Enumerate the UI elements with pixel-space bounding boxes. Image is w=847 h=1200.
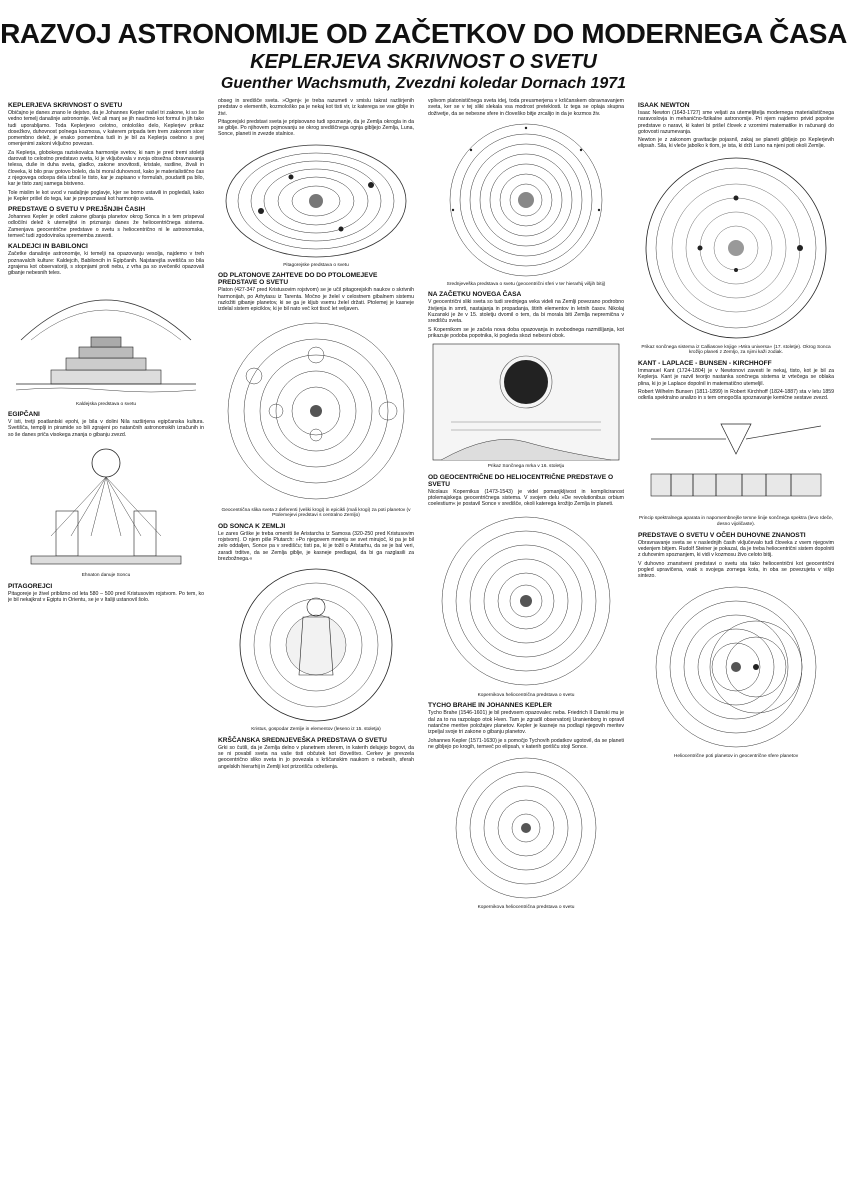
paragraph: Le zares Grške je treba omeniti še Aristarcha iz Samosa (320-250 pred Kristusovim rojstvom). O njem piše Plutarch: »Po njegovem mnenju se svet mirujoč, ki pa je bil zelo oddaljen, Sonce pa v središču; tisti pa, ki je tožil o Aristarhu, da se je bal veri, zaradi trditve, da se Zemlja giblje, je kasneje predlagal, da bi ga razglasili za brezbožnega.« — [218, 530, 414, 562]
figure-caption: Pitagorejske predstava o svetu — [283, 262, 349, 268]
paragraph: Immanuel Kant (1724-1804) je v Newtonovi zavesti le nekaj, tisto, kot je bil za Keplerja. Kant je razvil teorijo nastanka sončnega sistema iz vrtečega se oblaka plina, ki jo je Laplace dopolnil in matematično utemeljil. — [638, 367, 834, 387]
section-heading: PREDSTAVE O SVETU V OČEH DUHOVNE ZNANOSTI — [638, 531, 806, 539]
section-heading: KEPLERJEVA SKRIVNOST O SVETU — [8, 102, 123, 109]
figure-caption: Prikaz Sončnega mrka v 16. stoletju — [487, 464, 565, 470]
paragraph: Pitagorejski predstavi sveta je pripisovano tudi spoznanje, da je Zemlja okrogla in da se giblje. Po njihovem pojmovanju se okrog središčnega ognja gibljejo Zemlja, Luna, Sonce, planeti in zvezde stalnice. — [218, 118, 414, 138]
column-3 — [428, 98, 624, 1194]
section-heading: NA ZAČETKU NOVEGA ČASA — [428, 291, 522, 299]
akhenaten-sun-illustration — [11, 441, 201, 571]
paragraph: Tole mislim le kot uvod v nadaljnje poglavje, kjer se bomo ustavili in pogledali, kako je Kepler prišel do tega, kar je prepoznaval kot harmonijo sveta. — [8, 189, 204, 202]
christ-elements-illustration — [231, 565, 401, 725]
figure-caption: Ehnaton danuje Soncu — [81, 573, 131, 579]
geocentric-epicycle-diagram — [221, 316, 411, 506]
page-title: RAZVOJ ASTRONOMIJE OD ZAČETKOV DO MODERNEGA ČASA — [0, 18, 847, 49]
paragraph: Obravnavanje sveta se v naslednjih časih vključevalo tudi človeka z vsem njegovim vedenjem bitjem. Rudolf Steiner je pokazal, da je treba heliocentrični sistem dopolniti z duhovnim spoznanjem, ki vidi v kozmosu živo celoto bitij. — [638, 539, 834, 559]
spectroscope-diagram — [641, 404, 831, 514]
section-heading: EGIPČANI — [8, 411, 40, 419]
paragraph: V isti, tretji poatlantski epohi, je bila v dolini Nila razširjena egipčanska kultura. Svetišča, templji in piramide so bili zgrajeni po natančnih astronomskih izračunih in so še danes priča visokega znanja o gibanju zvezd. — [8, 419, 204, 438]
figure-caption: Geocentrična slika sveta z deferenti (veliki krogi) in epicikli (mali krogi) za poti planetov (v Ptolemejevi predstavi s centralno Zemljo) — [221, 507, 411, 519]
figure-caption: Princip spektralnega aparata in napomembnejše temne linije sončnega spektra (levo rdeče, desno vijoličaste). — [638, 516, 834, 528]
figure-caption: Kristus, gospodar Zemlje in elementov (leseno iz 15. stoletja) — [251, 727, 381, 733]
heliocentric-geocentric-diagram — [641, 582, 831, 752]
paragraph: Običajno je danes znano le dejstvo, da je Johannes Kepler našel tri zakone, ki so še vedno temelj današnje astronomije. Več ali manj se jih naučimo kot formul in jih tako tudi uporabljamo. Toda Keplerjevo celotno, ontološko delo, Keplerjev prikaz dosežkov, duhovnost polnega kozmosa, v katerem pripada tem trem zakonom sicer pomembno delež, je enako pomembna tudi in je bil za Keplerja osebno s prej omenjenimi zakoni vključno povezan. — [8, 110, 204, 148]
section-heading: ISAAK NEWTON — [638, 102, 690, 109]
page-header — [0, 0, 847, 93]
column-4 — [638, 98, 834, 1194]
paragraph: Newton je z zakonom gravitacije pojasnil, zakaj se planeti gibljejo po Keplerjevih elipsah. Sila, ki vleče jabolko k tlom, je ista, ki drži Luno na njeni poti okoli Zemlje. — [638, 137, 834, 150]
paragraph: Za Keplerja, globokega raziskovalca harmonije svetov, ki nam je pred tremi stoletji darovati to celostno predstavo sveta, ki je vključevala v svoja obsežna obravnavanja telesa, duše in duha sveta, gladko, zakone snovitosti, kristale, rastline, živali in človeka, ki bilo prav gotovo bolelo, da bi moral duhovnost, kako je materialistično čas z njegovega odcepa dela izbral le tisto, kar je zapisano v formulah, poudariti pa bilo, kar je tisto zanj samega bistveno. — [8, 149, 204, 188]
paragraph: Grki so čutili, da je Zemlja delno v planetnem sferem, in katerih delujejo bogovi, da se ni povabil sveta na vaše tisti občutek kot človeštvo. Cerkev je prevzela geocentrično sliko sveta in jo povezala s krščanskim naukom o nebesih, sferah angelskih hierarhij in Zemlji kot prizorišču odrešenja. — [218, 744, 414, 770]
section-heading: PITAGOREJCI — [8, 582, 53, 590]
paragraph: Začetke današnje astronomije, ki temelji na opazovanju vesolja, najdemo v treh poznavalcih kulture: Kaldejcih, Babiloncih in Egipčanih. Najstarejša svetišča so bila zgrajena kot observatoriji, s stopnjami proti nebu, z vrha pa so svečeniki opazovali gibanje nebesnih teles. — [8, 251, 204, 277]
paragraph: Robert Wilhelm Bunsen (1811-1899) in Robert Kirchhoff (1824-1887) sta v letu 1859 odkrila spektralno analizo in s tem omogočila spoznavanje kemične sestave zvezd. — [638, 388, 834, 402]
column-2 — [218, 98, 414, 1194]
paragraph: Platon (427-347 pred Kristusovim rojstvom) se je učil pitagorejskih naukov o skrivnih harmonijah, po Arhytasu iz Tarenta. Močno je želel v celostnem gibalnem sistemu razložiti gibanje planetov, ki se ga je kljub vsemu želel držati. Ptolemej je kasneje izdelal sistem epiciklov, ki je bil nato več kot tisoč let veljaven. — [218, 287, 414, 313]
paragraph: Nicolaus Kopernikus (1473-1543) je videl pomanjkljivost in kompliciranost ptolemajskega geocentričnega sistema. V svojem delu »De revolutionibus orbium coelestium« je postavil Sonce v središče, okoli katerega krožijo Zemlja in planeti. — [428, 488, 624, 508]
paragraph: vplivom platonističnega sveta idej, toda preusmerjena v krščanskem obravnavanjem sveta, ker se v tej sliki slekala vsa modrost preteklosti. Iz tega se oplaja skupna doživetje, da se nebesne sfere in človeško bitje zrcalijo in da je kozmos živ. — [428, 98, 624, 117]
paragraph: Johannes Kepler je odkril zakone gibanja planetov okrog Sonca in s tem prispeval odločilni delež k utemeljitvi in priznanju danes že heliocentričnega sistema. Zamenjava geocentrične predstave o svetu s heliocentrično ni le astronomska, temveč tudi zgodovinska sprememba zavesti. — [8, 214, 204, 240]
pythagorean-cosmos-diagram — [221, 141, 411, 261]
page-subtitle: KEPLERJEVA SKRIVNOST O SVETU — [250, 51, 597, 73]
author-line: Guenther Wachsmuth, Zvezdni koledar Dornach 1971 — [220, 75, 627, 92]
chaldean-ziggurat-illustration — [11, 280, 201, 400]
figure-caption: Kaldejska predstava o svetu — [76, 401, 136, 407]
figure-caption: Prikaz sončnega sistema iz Calliasove knjige »Mira universa« (17. stoletje). Okrog Sonca krožijo planeti z Zemljo, za njimi kaži zodiak. — [641, 344, 831, 356]
section-heading: PREDSTAVE O SVETU V PREJŠNJIH ČASIH — [8, 206, 146, 214]
section-heading: OD PLATONOVE ZAHTEVE DO DO PTOLOMEJEVE PREDSTAVE O SVETU — [218, 272, 378, 287]
section-heading: OD GEOCENTRIČNE DO HELIOCENTRIČNE PREDSTAVE O SVETU — [428, 473, 614, 488]
paragraph: Isaac Newton (1643-1727) sme veljati za utemeljitelja modernega materialističnega naravoslovja in mehanično-fizikalne astronomije. Pri njem najdemo privid popolne predstave o naravi, ki kateri bi prišel človek z vzornimi matematike in računanji do gotovosti razumevanja. — [638, 110, 834, 135]
medieval-spheres-diagram — [431, 120, 621, 280]
copernican-system-diagram-2 — [446, 753, 606, 903]
section-heading: KALDEJCI IN BABILONCI — [8, 243, 88, 251]
figure-caption: Kopernikova heliocentrična predstava o svetu — [477, 905, 575, 911]
column-1 — [8, 98, 204, 1194]
paragraph: Pitagoreje je živel priblizno od leta 580 – 500 pred Kristusovim rojstvom. Po tem, ko je bil nekajkrat v Egiptu in Orientu, se je v Italiji ustanovil šolo. — [8, 590, 204, 603]
figure-caption: Srednjeveška predstava o svetu (geocentrični sferi v ter hierarhij višjih bitij) — [446, 281, 606, 287]
section-heading: KANT - LAPLACE - BUNSEN - KIRCHHOFF — [638, 359, 772, 367]
solar-eclipse-woodcut — [431, 342, 621, 462]
paragraph: V geocentrični sliki sveta so tudi srednjega veka videli na Zemlji povezano podrobno živijenja in smrti, nastajanja in propadanja, štirih elementov in letnih časov. Nikolaj Kuzanski je že v 15. stoletju dvomil o tem, da bi morala biti Zemlja nepremična v središču sveta. — [428, 299, 624, 325]
paragraph: S Kopernikom se je začela nova doba opazovanja in svobodnega razmišljanja, kot prikazuje podoba popotnika, ki pogleda skozi nebesni obok. — [428, 326, 624, 339]
paragraph: obseg in središče sveta. »Ogenj« je treba razumeti v smislu takrat razširjenih predstav o elementih, kozmološko pa je nekaj kot tisti vir, iz katerega se vse giblje in živi. — [218, 98, 414, 117]
paragraph: V duhovno znanstveni predstavi o svetu sta tako heliocentrični kot geocentrični pogled upravičena, vsak s svojega zornega kota, in oba se povezujeta v višjo sintezo. — [638, 560, 834, 580]
section-heading: KRŠČANSKA SREDNJEVEŠKA PREDSTAVA O SVETU — [218, 736, 387, 744]
paragraph: Tycho Brahe (1546-1601) je bil predvsem opazovalec neba. Friedrich II Danski mu je dal za to na razpolago otok Hven. Tam je zgradil observatorij Uranienborg in opravil natančne meritve položajev planetov. Kepler je kasneje na podlagi njegovih meritev izpeljal svoje tri zakone o gibanju planetov. — [428, 710, 624, 736]
solar-system-engraving — [641, 153, 831, 343]
section-heading: TYCHO BRAHE IN JOHANNES KEPLER — [428, 702, 552, 710]
figure-caption: Kopernikova heliocentrična predstava o svetu — [477, 692, 575, 698]
paragraph: Johannes Kepler (1571-1630) je s pomočjo Tychovih podatkov ugotovil, da se planeti ne gibljejo po krogih, temveč po elipsah, v katerih gorišču stoji Sonce. — [428, 737, 624, 750]
figure-caption: Heliocentrične poti planetov in geocentrične sfere planetov — [673, 754, 799, 760]
section-heading: OD SONCA K ZEMLJI — [218, 522, 286, 530]
copernican-system-diagram — [436, 511, 616, 691]
